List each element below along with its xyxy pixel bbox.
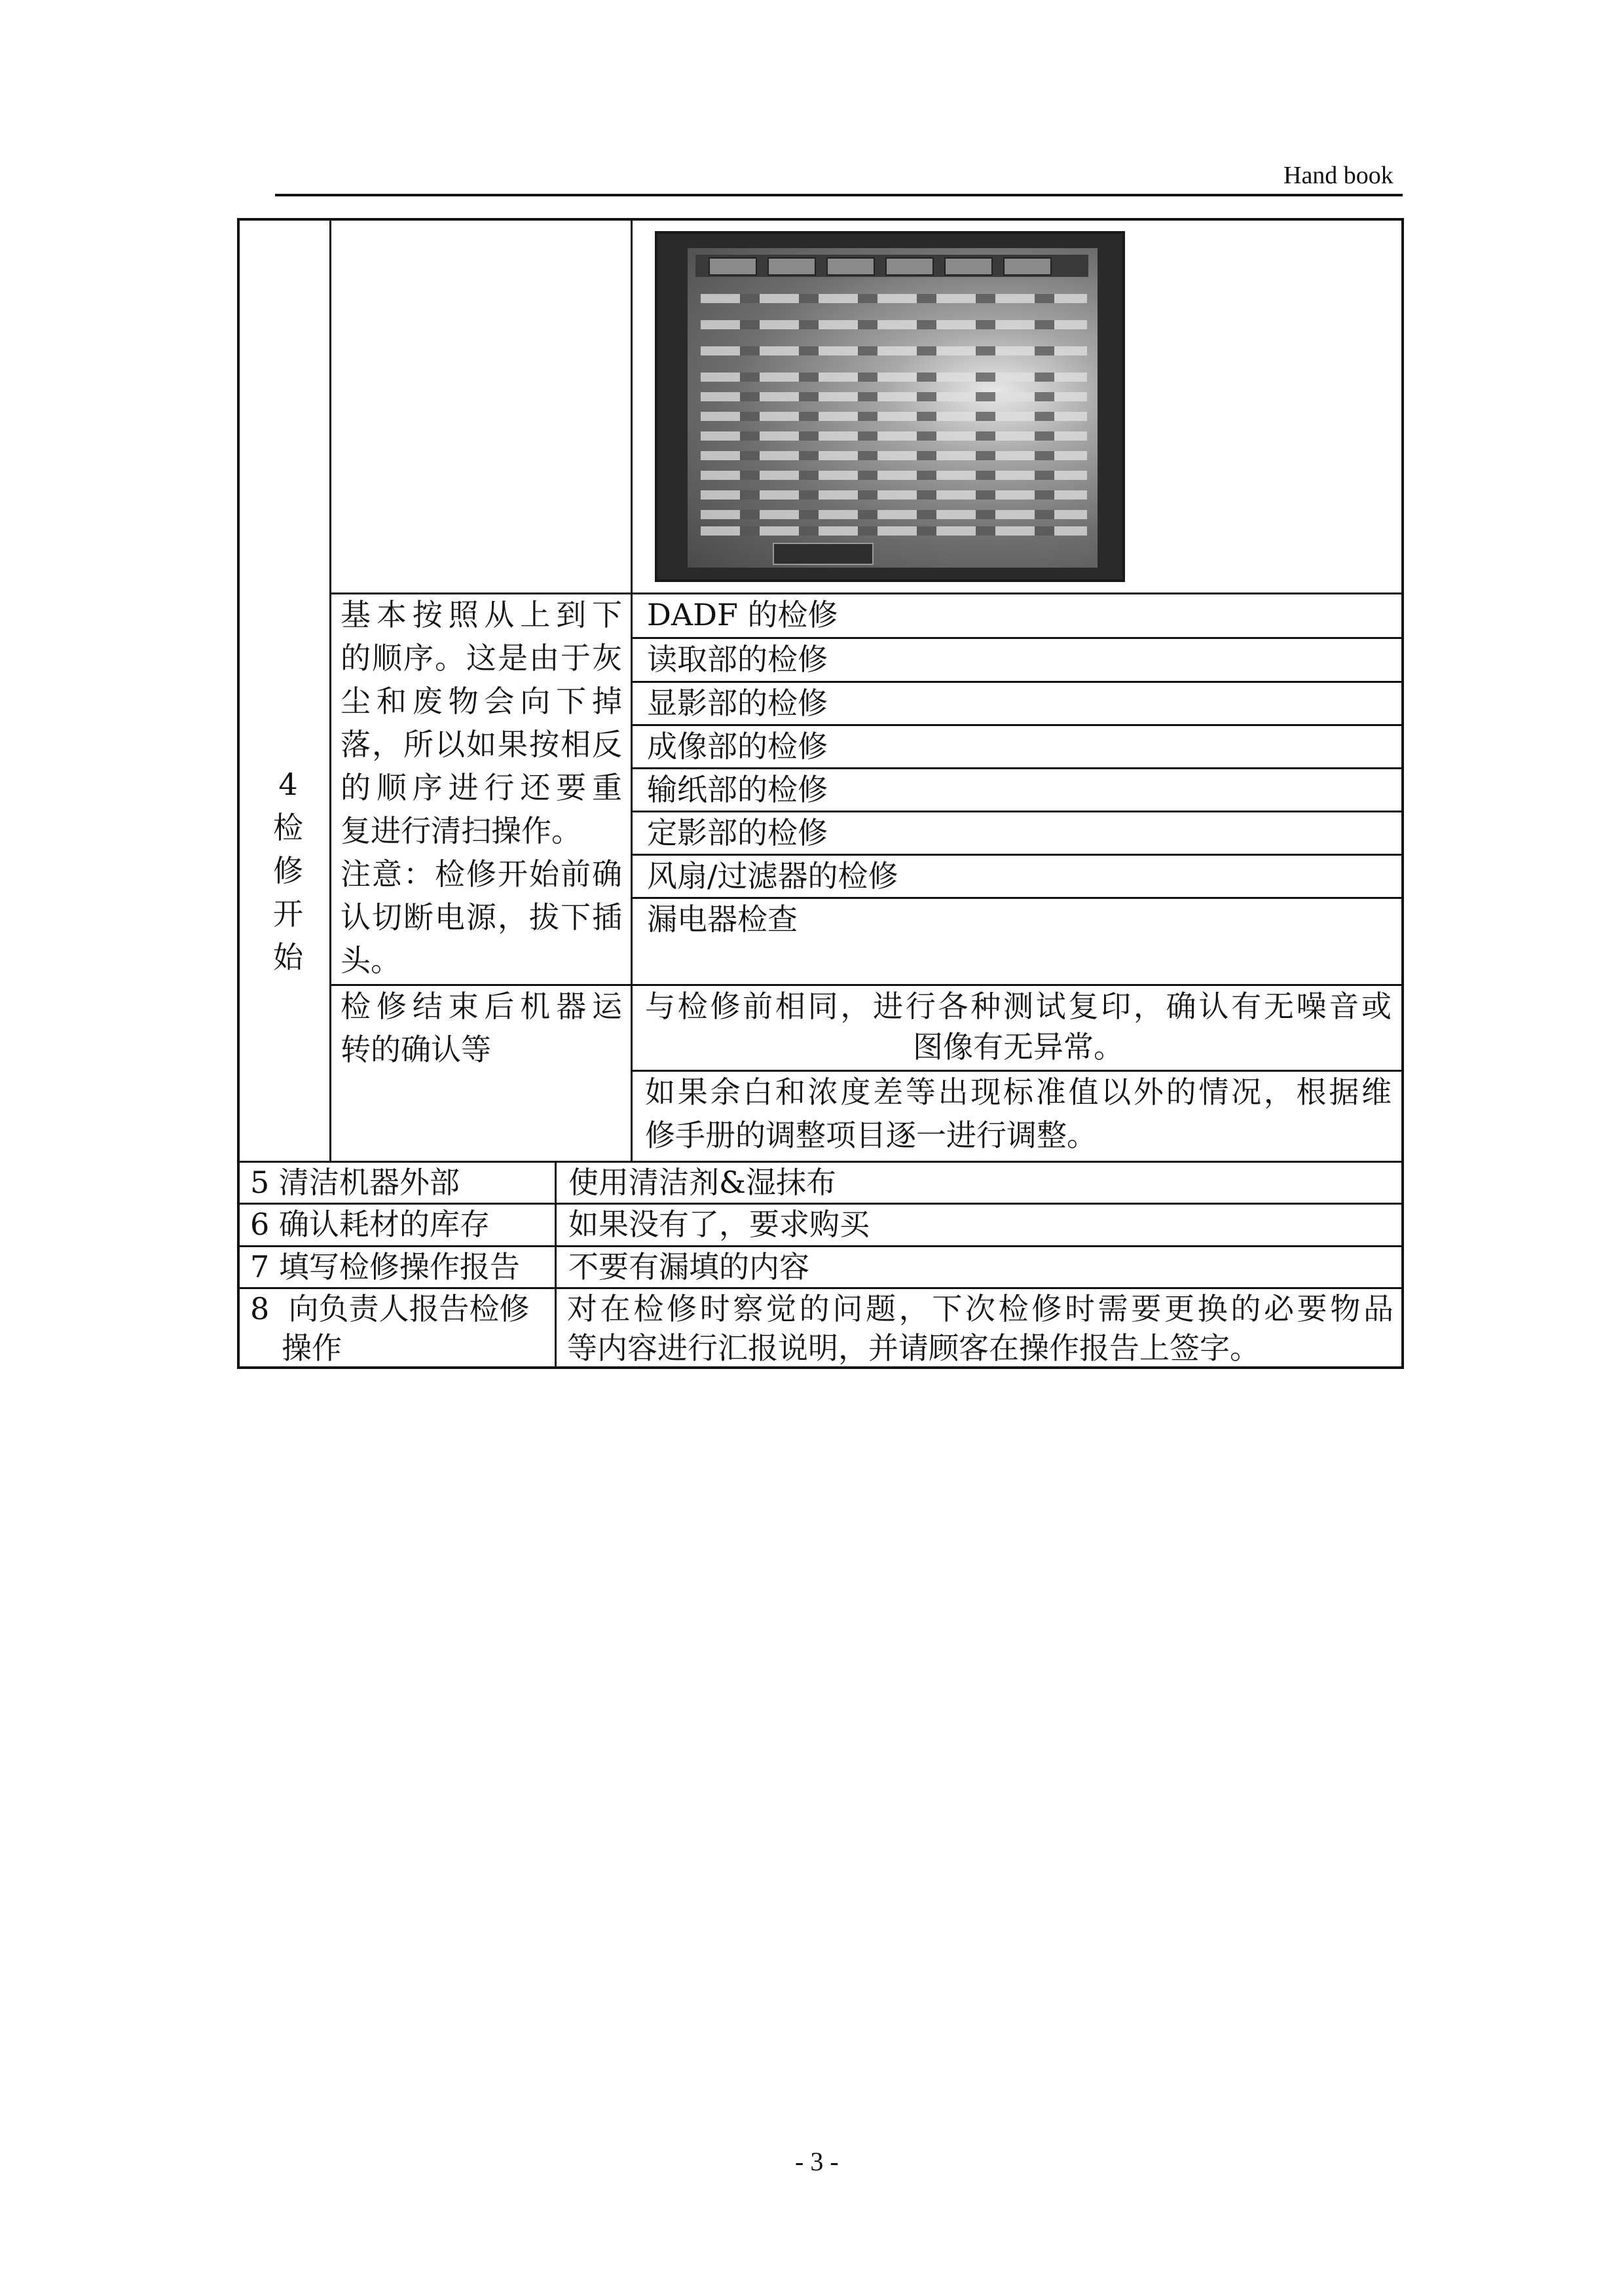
after-check-text-line: 图像有无异常。 [913, 1029, 1124, 1065]
header-title: Hand book [1283, 162, 1393, 189]
step-label: 5 清洁机器外部 [250, 1165, 460, 1200]
step-text: 如果没有了，要求购买 [568, 1207, 870, 1242]
maintenance-item: 风扇/过滤器的检修 [647, 858, 898, 894]
header-rule [275, 194, 1403, 196]
order-description-line: 的顺序进行还要重 [341, 770, 622, 805]
order-description-line: 落，所以如果按相反 [341, 727, 622, 762]
maintenance-item: 显影部的检修 [647, 685, 828, 721]
page-number: - 3 - [795, 2147, 839, 2176]
maintenance-item: 输纸部的检修 [647, 772, 828, 807]
step-text: 对在检修时察觉的问题，下次检修时需要更换的必要物品 [567, 1291, 1393, 1326]
maintenance-item: DADF 的检修 [647, 597, 838, 632]
step-label: 操作 [282, 1330, 342, 1366]
col-divider-a [329, 218, 331, 1161]
after-check-text-line: 与检修前相同，进行各种测试复印，确认有无噪音或 [645, 989, 1392, 1024]
section-4-number: 4 [278, 767, 298, 802]
maintenance-item: 读取部的检修 [647, 642, 828, 677]
maintenance-item: 漏电器检查 [647, 902, 798, 937]
order-description-line: 的顺序。这是由于灰 [341, 640, 622, 676]
col-divider-c [555, 1161, 557, 1369]
order-description-line: 头。 [341, 943, 401, 978]
after-check-label-line: 检修结束后机器运 [341, 989, 622, 1024]
adjust-text-line: 修手册的调整项目逐一进行调整。 [645, 1118, 1097, 1153]
maintenance-item: 定影部的检修 [647, 815, 828, 850]
col-divider-b [631, 218, 633, 1161]
section-4-label-char: 检 [273, 810, 303, 845]
after-check-label-line: 转的确认等 [341, 1032, 491, 1067]
step-label: 8 向负责人报告检修 [250, 1291, 530, 1326]
section-4-label-char: 开 [273, 896, 303, 932]
step-text: 等内容进行汇报说明，并请顾客在操作报告上签字。 [567, 1330, 1260, 1366]
order-description-line: 复进行清扫操作。 [341, 813, 581, 848]
step-label: 7 填写检修操作报告 [250, 1249, 520, 1285]
control-panel-photo [655, 231, 1125, 582]
order-description-line: 注意：检修开始前确 [341, 856, 622, 892]
maintenance-item: 成像部的检修 [647, 729, 828, 764]
step-text: 使用清洁剂&湿抹布 [568, 1165, 836, 1200]
step-text: 不要有漏填的内容 [568, 1249, 809, 1285]
order-description-line: 基本按照从上到下 [341, 597, 622, 632]
order-description-line: 认切断电源，拔下插 [341, 900, 622, 935]
section-4-label-char: 始 [273, 939, 303, 975]
section-4-label-char: 修 [273, 853, 303, 888]
step-label: 6 确认耗材的库存 [250, 1207, 490, 1242]
order-description-line: 尘和废物会向下掉 [341, 683, 622, 719]
adjust-text-line: 如果余白和浓度差等出现标准值以外的情况，根据维 [645, 1074, 1392, 1110]
